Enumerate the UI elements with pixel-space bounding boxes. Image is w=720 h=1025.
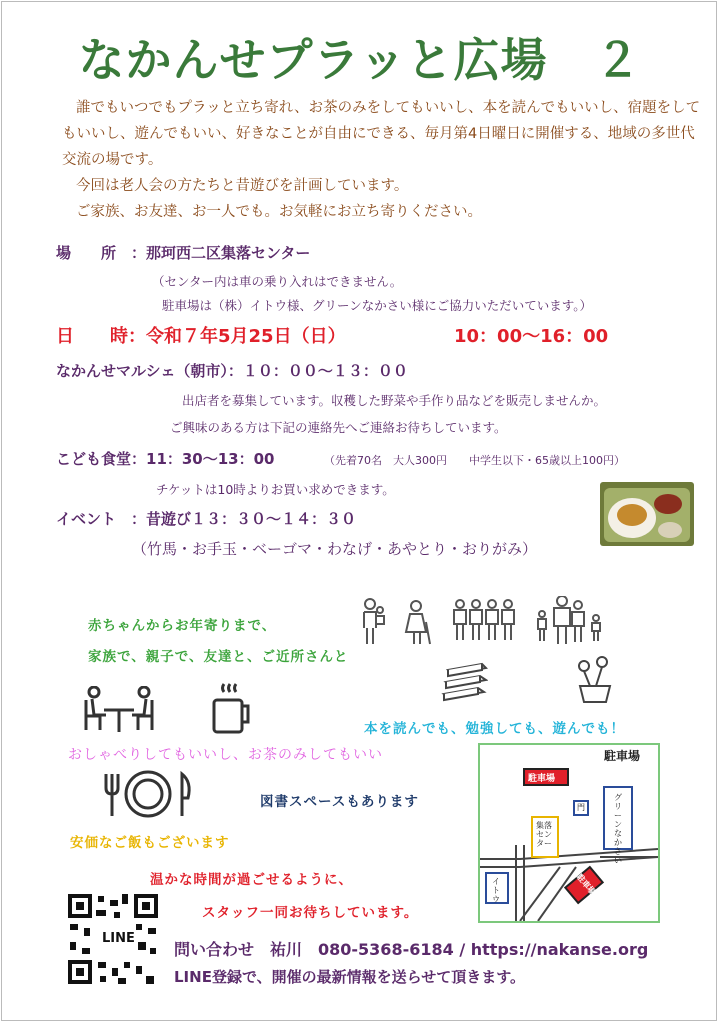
plate-cutlery-icon: [102, 770, 194, 818]
intro-paragraph-3: ご家族、お友達、お一人でも。お気軽にお立ち寄りください。: [76, 204, 482, 220]
people-at-table-icon: [82, 686, 156, 734]
qr-line-label: LINE: [102, 931, 135, 946]
map-parking-title: 駐車場: [604, 749, 641, 763]
intro-paragraph-2: 今回は老人会の方たちと昔遊びを計画しています。: [76, 178, 409, 194]
marche-note-2: ご興味のある方は下記の連絡先へご連絡お待ちしています。: [170, 420, 507, 435]
coffee-mug-icon: [210, 682, 254, 736]
meal-photo: [600, 482, 694, 546]
books-icon: [440, 662, 488, 706]
kids-cafeteria-price: （先着70名 大人300円 中学生以下・65歳以上100円）: [324, 454, 625, 467]
place-note-1: （センター内は車の乗り入れはできません。: [152, 274, 403, 289]
promo-library: 図書スペースもあります: [260, 794, 419, 810]
kids-cafeteria-label: こども食堂：11：30～13：00: [56, 450, 275, 468]
promo-meal: 安価なご飯もございます: [70, 835, 230, 851]
flyer-page: [1, 1, 717, 1021]
date-time: 10：00～16：00: [454, 326, 609, 347]
map-ito: イトウ: [492, 877, 500, 904]
map-gate: 門: [577, 803, 585, 812]
map-center: 集落センター: [536, 821, 552, 848]
promo-warm-2: スタッフ一同お待ちしています。: [202, 905, 419, 921]
promo-chat: おしゃべりしてもいいし、お茶のみしてもいい: [68, 747, 383, 763]
flower-pot-icon: [574, 656, 616, 704]
promo-line-1: 赤ちゃんからお年寄りまで、: [88, 618, 277, 634]
family-people-icon: [358, 596, 610, 648]
promo-warm-1: 温かな時間が過ごせるように、: [150, 872, 353, 888]
intro-paragraph-1: 誰でもいつでもプラッと立ち寄れ、お茶のみをしてもいいし、本を読んでもいいし、宿題をしてもいいし、遊んでもいい、好きなことが自由にできる、毎月第4日曜日に開催する、地域の多世代交流の場です。: [62, 100, 701, 168]
promo-read: 本を読んでも、勉強しても、遊んでも！: [364, 721, 625, 737]
map-parking-2: 駐車場: [574, 872, 598, 897]
map-parking-1: 駐車場: [528, 774, 556, 784]
marche-note-1: 出店者を募集しています。収穫した野菜や手作り品などを販売しませんか。: [182, 393, 607, 408]
page-title: なかんせプラッと広場 ２: [78, 33, 642, 87]
contact-line-1[interactable]: 問い合わせ 祐川 080-5368-6184 / https://nakanse.org: [174, 940, 649, 959]
map-green: グリーンなかさい: [614, 793, 622, 865]
date-label: 日 時：令和７年5月25日（日）: [56, 326, 346, 347]
event-label: イベント ：昔遊び１３：３０～１４：３０: [56, 510, 357, 528]
kids-ticket-note: チケットは10時よりお買い求めできます。: [156, 482, 395, 497]
contact-line-2: LINE登録で、開催の最新情報を送らせて頂きます。: [174, 968, 525, 986]
place-note-2: 駐車場は（株）イトウ様、グリーンなかさい様にご協力いただいています。）: [162, 298, 593, 313]
promo-line-2: 家族で、親子で、友達と、ご近所さんと: [88, 649, 349, 665]
place-label: 場 所 ：那珂西二区集落センター: [56, 244, 311, 262]
event-detail: （竹馬・お手玉・ベーゴマ・わなげ・あやとり・おりがみ）: [132, 540, 538, 558]
access-map: [478, 743, 660, 923]
marche-label: なかんせマルシェ（朝市）：１０：００～１３：００: [56, 362, 408, 380]
